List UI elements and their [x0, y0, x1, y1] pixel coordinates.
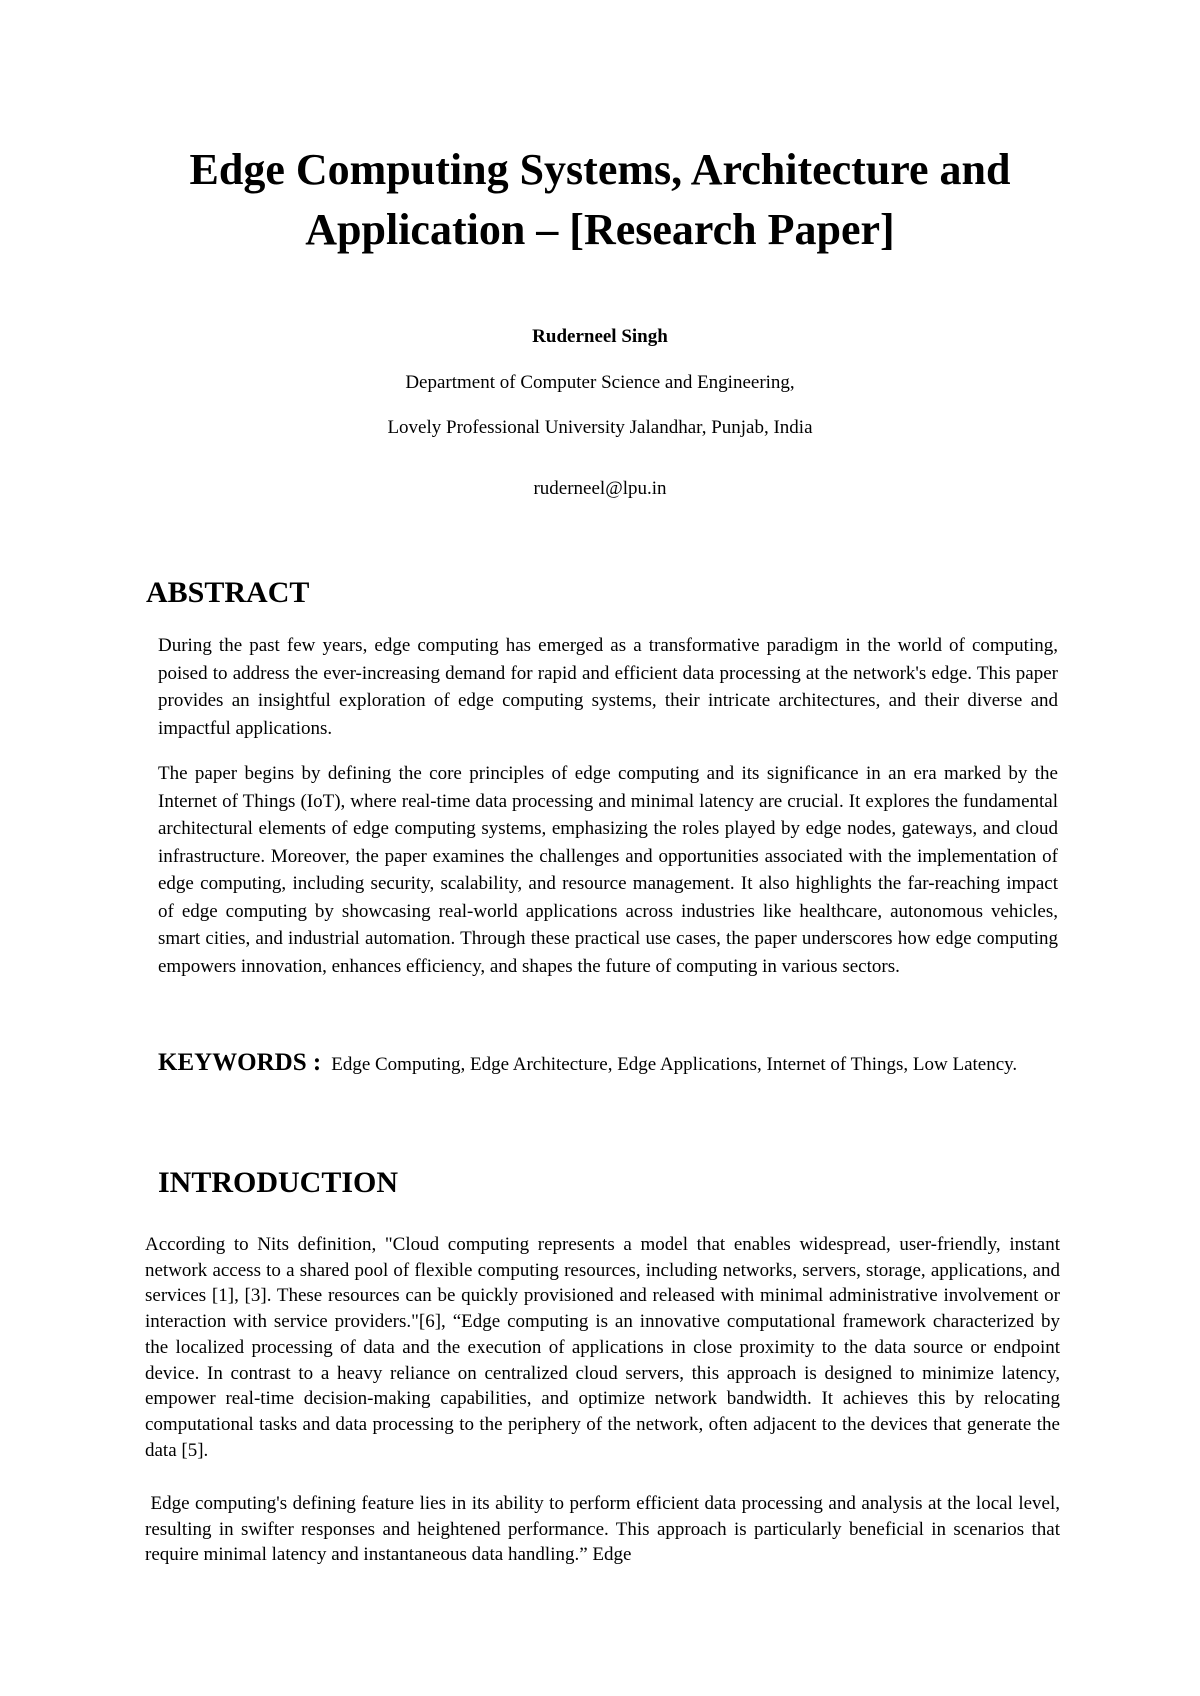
abstract-paragraph-2: The paper begins by defining the core principles of edge computing and its significance in an era marked by the Internet of Things (IoT), where real-time data processing and minimal latency are crucial. It explores the fundamental architectural elements of edge computing systems, emphasizing the roles played by edge nodes, gateways, and cloud infrastructure. Moreover, the paper examines the challenges and opportunities associated with the implementation of edge computing, including security, scalability, and resource management. It also highlights the far-reaching impact of edge computing by showcasing real-world applications across industries like healthcare, autonomous vehicles, smart cities, and industrial automation. Through these practical use cases, the paper underscores how edge computing empowers innovation, enhances efficiency, and shapes the future of computing in various sectors.	[158, 763, 1058, 977]
affiliation-department: Department of Computer Science and Engineering,	[405, 372, 795, 393]
keywords-label: KEYWORDS :	[158, 1049, 322, 1076]
abstract-heading: ABSTRACT	[146, 576, 310, 609]
paper-title	[120, 140, 1080, 260]
author-email: ruderneel@lpu.in	[533, 478, 667, 499]
keywords-block	[158, 1048, 1058, 1079]
affiliation-university: Lovely Professional University Jalandhar, Punjab, India	[387, 417, 813, 438]
introduction-paragraph-1: According to Nits definition, "Cloud computing represents a model that enables widespread, user-friendly, instant network access to a shared pool of flexible computing resources, including networks, servers, storage, applications, and services [1], [3]. These resources can be quickly provisioned and released with minimal administrative involvement or interaction with service providers."[6], “Edge computing is an innovative computational framework characterized by the localized processing of data and the execution of applications in close proximity to the data source or endpoint device. In contrast to a heavy reliance on centralized cloud servers, this approach is designed to minimize latency, empower real-time decision-making capabilities, and optimize network bandwidth. It achieves this by relocating computational tasks and data processing to the periphery of the network, often adjacent to the devices that generate the data [5].	[145, 1234, 1060, 1461]
title-line-2: Application – [Research Paper]	[305, 205, 895, 254]
introduction-heading: INTRODUCTION	[158, 1166, 399, 1199]
keywords-text: Edge Computing, Edge Architecture, Edge Applications, Internet of Things, Low Latency.	[331, 1054, 1018, 1075]
introduction-paragraph-2: Edge computing's defining feature lies in its ability to perform efficient data processing and analysis at the local level, resulting in swifter responses and heightened performance. This approach is particularly beneficial in scenarios that require minimal latency and instantaneous data handling.” Edge	[145, 1493, 1065, 1566]
title-line-1: Edge Computing Systems, Architecture and	[189, 145, 1011, 194]
author-name: Ruderneel Singh	[532, 326, 668, 347]
abstract-paragraph-1: During the past few years, edge computing has emerged as a transformative paradigm in the world of computing, poised to address the ever-increasing demand for rapid and efficient data processing at the network's edge. This paper provides an insightful exploration of edge computing systems, their intricate architectures, and their diverse and impactful applications.	[158, 635, 1058, 739]
